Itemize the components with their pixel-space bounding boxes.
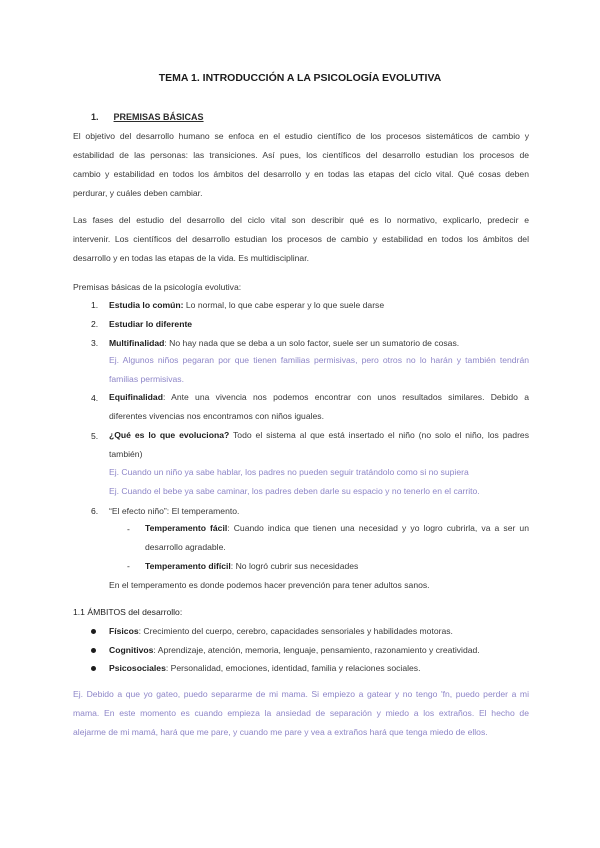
ambito-text: : Crecimiento del cuerpo, cerebro, capacidades sensoriales y habilidades motoras. <box>138 626 453 636</box>
ambito-term: Físicos <box>109 626 139 636</box>
example-block <box>109 351 529 389</box>
list-item-term: Estudiar lo diferente <box>109 319 193 329</box>
ambito-item <box>109 663 420 673</box>
ambito-text: : Personalidad, emociones, identidad, familia y relaciones sociales. <box>165 663 421 673</box>
sub-list-item <box>145 519 529 557</box>
sub-list-item <box>145 561 358 571</box>
example-line: alejarme de mi mamá, hará que me pare, y cuando me pare y vea a extraños hará que tenga miedo de ellos. <box>73 727 488 737</box>
list-item-continuation: también) <box>109 449 143 459</box>
section-title: PREMISAS BÁSICAS <box>113 112 204 122</box>
list-number: 1. <box>91 300 99 310</box>
bullet-icon <box>91 666 96 671</box>
list-item-text: : Ante una vivencia nos podemos encontrar con unos resultados similares. Debido a <box>162 392 529 402</box>
sub-item-continuation: desarrollo agradable. <box>145 542 226 552</box>
example-block <box>109 463 529 501</box>
list-item-term: Equifinalidad <box>109 392 163 402</box>
list-number: 3. <box>91 338 99 348</box>
ambito-term: Cognitivos <box>109 645 154 655</box>
sub-item-text: : Cuando indica que tienen una necesidad y yo logro cubrirla, va a ser un <box>227 523 529 533</box>
list-item <box>109 426 529 464</box>
example-line: Ej. Debido a que yo gateo, puedo separarme de mi mama. Si empiezo a gatear y no tengo 'fn, puedo perder a mi <box>73 689 529 699</box>
list-item <box>109 338 459 348</box>
list-number: 2. <box>91 319 99 329</box>
paragraph-line: El objetivo del desarrollo humano se enfoca en el estudio científico de los procesos sistemáticos de cambio y <box>73 131 529 141</box>
list-item-continuation: diferentes vivencias nos encontramos con niños iguales. <box>109 411 324 421</box>
dash-marker: - <box>127 561 130 571</box>
list-item <box>109 506 239 516</box>
example-line: Ej. Cuando un niño ya sabe hablar, los padres no pueden seguir tratándolo como si no supiera <box>109 467 469 477</box>
example-line: mama. En este momento es cuando empieza la ansiedad de separación y miedo a los extraños. El hecho de <box>73 708 529 718</box>
paragraph-line: desarrollo y en todas las etapas de la vida. Es multidisciplinar. <box>73 253 309 263</box>
sub-item-term: Temperamento difícil <box>145 561 231 571</box>
paragraph-line: perdurar, y cuáles deben cambiar. <box>73 188 203 198</box>
list-item-term: ¿Qué es lo que evoluciona? <box>109 430 230 440</box>
ambito-item <box>109 626 453 636</box>
paragraph-line: estabilidad de las personas: las transiciones. Así pues, los científicos del desarrollo estudian los procesos de <box>73 150 529 160</box>
paragraph-line: Las fases del estudio del desarrollo del ciclo vital son describir qué es lo normativo, explicarlo, predecir e <box>73 215 529 225</box>
list-number: 6. <box>91 506 99 516</box>
sub-item-text: : No logró cubrir sus necesidades <box>230 561 359 571</box>
list-item-text: Lo normal, lo que cabe esperar y lo que suele darse <box>183 300 385 310</box>
paragraph-line: intervenir. Los científicos del desarrollo estudian los procesos de cambio y estabilidad en todos los ámbitos del <box>73 234 529 244</box>
ambito-item <box>109 645 480 655</box>
ambito-term: Psicosociales <box>109 663 166 673</box>
phases-paragraph <box>73 211 529 268</box>
list-item <box>109 319 192 329</box>
bullet-icon <box>91 629 96 634</box>
final-example <box>73 685 529 742</box>
list-item-term: Multifinalidad <box>109 338 165 348</box>
section-number: 1. <box>91 112 99 122</box>
list-item-text: “El efecto niño”: El temperamento. <box>109 506 240 516</box>
temperamento-note: En el temperamento es donde podemos hacer prevención para tener adultos sanos. <box>109 580 430 590</box>
page-title: TEMA 1. INTRODUCCIÓN A LA PSICOLOGÍA EVOLUTIVA <box>158 72 442 84</box>
dash-marker: - <box>127 524 130 534</box>
example-line: Ej. Cuando el bebe ya sabe caminar, los padres deben darle su espacio y no tenerlo en el carrito. <box>109 486 480 496</box>
list-number: 4. <box>91 393 99 403</box>
list-item <box>109 300 384 310</box>
list-item-text: Todo el sistema al que está insertado el niño (no solo el niño, los padres <box>229 430 530 440</box>
example-line: familias permisivas. <box>109 374 184 384</box>
list-item-term: Estudia lo común: <box>109 300 184 310</box>
ambito-text: : Aprendizaje, atención, memoria, lenguaje, pensamiento, razonamiento y creatividad. <box>153 645 480 655</box>
list-item-text: : No hay nada que se deba a un solo factor, suele ser un sumatorio de cosas. <box>164 338 460 348</box>
premisas-intro: Premisas básicas de la psicología evolutiva: <box>73 282 242 292</box>
paragraph-line: cambio y estabilidad en todos los ámbitos del desarrollo y en todas las etapas del ciclo vital. Qué cosas deben <box>73 169 529 179</box>
example-line: Ej. Algunos niños pegaran por que tienen familias permisivas, pero otros no lo harán y también tendrán <box>109 355 529 365</box>
section-heading-premisas <box>91 112 204 122</box>
intro-paragraph <box>73 127 529 203</box>
bullet-icon <box>91 648 96 653</box>
list-item <box>109 388 529 426</box>
sub-item-term: Temperamento fácil <box>145 523 228 533</box>
section-heading-ambitos: 1.1 ÁMBITOS del desarrollo: <box>73 607 183 617</box>
list-number: 5. <box>91 431 99 441</box>
